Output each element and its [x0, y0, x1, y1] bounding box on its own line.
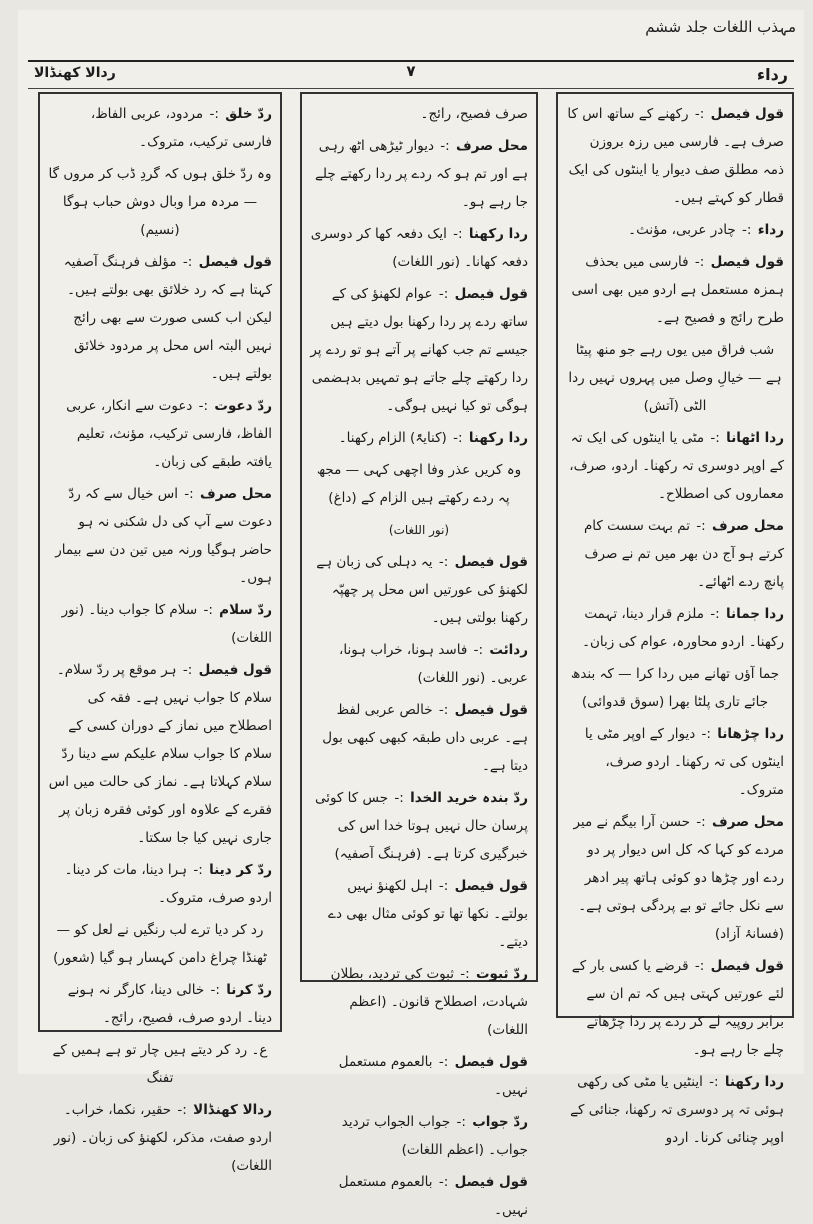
entry-headword: ردا چڑھانا: [717, 726, 784, 742]
entry-text: جواب الجواب تردید جواب۔ (اعظم اللغات): [341, 1114, 528, 1158]
page-number: ۷: [406, 62, 416, 80]
dictionary-page: [18, 10, 804, 1218]
entry-headword: قول فیصل: [454, 702, 528, 718]
dictionary-entry: ردّ دعوت :- دعوت سے انکار، عربی الفاظ، فارسی ترکیب، مؤنث، تعلیم یافتہ طبقے کی زبان۔: [66, 398, 272, 470]
dictionary-entry: ردّ جواب :- جواب الجواب تردید جواب۔ (اعظم اللغات): [341, 1114, 528, 1158]
dictionary-entry: ردّ کر دینا :- ہرا دینا، مات کر دینا۔ اردو صرف، متروک۔: [64, 862, 272, 906]
dictionary-entry: [310, 516, 528, 544]
entry-text: (کنایۃً) الزام رکھنا۔: [338, 430, 447, 446]
dictionary-entry: قول فیصل :- ہر موقع پر ردّ سلام۔ سلام کا جواب نہیں ہے۔ فقہ کی اصطلاح میں نماز کے دوران کسی کے سلام کا جواب سلام علیکم سے دینا ردّ سلام کہلاتا ہے۔ نماز کی حالت میں اس فقرے کے علاوہ اور کوئی فقرہ زبان پر جاری نہیں کیا جا سکتا۔: [48, 662, 272, 846]
entry-headword: ردّ خلق: [225, 106, 272, 122]
guide-word-last: ردالا کھنڈالا: [34, 65, 116, 81]
entry-text: دعوت سے انکار، عربی الفاظ، فارسی ترکیب، مؤنث، تعلیم یافتہ طبقے کی زبان۔: [66, 398, 272, 470]
entry-text: بالعموم مستعمل نہیں۔: [338, 1054, 528, 1098]
verse-quote: رد کر دیا ترے لب رنگیں نے لعل کو — ٹھنڈا چراغ دامن کہسار ہو گیا (شعور): [53, 922, 267, 966]
entry-text: فارسی میں بحذف ہمزہ مستعمل ہے اردو میں بھی اسی طرح رائج و فصیح ہے۔: [571, 254, 784, 326]
entry-source: (نور اللغات): [388, 523, 450, 537]
entry-headword: محل صرف: [712, 814, 784, 830]
dictionary-entry: [310, 456, 528, 512]
dictionary-entry: ردا رکھنا :- اینٹیں یا مٹی کی رکھی ہوئی تہ پر دوسری تہ رکھنا، جنائی کے اوپر چنائی کرنا۔ اردو: [570, 1074, 784, 1146]
dictionary-entry: محل صرف :- اس خیال سے کہ ردّ دعوت سے آپ کی دل شکنی نہ ہو حاضر ہوگیا ورنہ میں تین دن سے بیمار ہوں۔: [55, 486, 272, 586]
dictionary-entry: قول فیصل :- عوام لکھنؤ کی کے ساتھ ردے پر ردا رکھنا بول دیتے ہیں جیسے تم جب کھانے پر آتے ہو تو ردے پر ردا رکھتے چلے جاتے ہو تمہیں بدہضمی ہوگی تو کیا نہیں ہوگی۔: [310, 286, 528, 414]
entry-headword: قول فیصل: [454, 286, 528, 302]
entry-text: ہر موقع پر ردّ سلام۔ سلام کا جواب نہیں ہے۔ فقہ کی اصطلاح میں نماز کے دوران کسی کے سلام کا جواب سلام علیکم سے دینا ردّ سلام کہلاتا ہے۔ نماز کی حالت میں اس فقرے کے علاوہ اور کوئی فقرہ زبان پر جاری نہیں کیا جا سکتا۔: [48, 662, 272, 846]
entry-text: اینٹیں یا مٹی کی رکھی ہوئی تہ پر دوسری تہ رکھنا، جنائی کے اوپر چنائی کرنا۔ اردو: [570, 1074, 784, 1146]
dictionary-entry: ردا رکھنا :- (کنایۃً) الزام رکھنا۔: [338, 430, 528, 446]
entry-headword: محل صرف: [200, 486, 272, 502]
entry-headword: ردّ بندہ خرید الخدا: [410, 790, 528, 806]
dictionary-entry: ردّ خلق :- مردود، عربی الفاظ، فارسی ترکیب، متروک۔: [90, 106, 272, 150]
entry-text: مٹی یا اینٹوں کی ایک تہ کے اوپر دوسری تہ رکھنا۔ اردو، صرف، معماروں کی اصطلاح۔: [569, 430, 784, 502]
entry-headword: ردا رکھنا: [724, 1074, 784, 1090]
entry-headword: قول فیصل: [454, 878, 528, 894]
dictionary-entry: قول فیصل :- بالعموم مستعمل نہیں۔: [338, 1174, 528, 1218]
dictionary-entry: قول فیصل :- بالعموم مستعمل نہیں۔: [338, 1054, 528, 1098]
dictionary-entry: قول فیصل :- قرضے یا کسی بار کے لئے عورتیں کہتی ہیں کہ تم ان سے برابر روپیہ لے کر ردے پر ردا چڑھاتے چلے جا رہے ہو۔: [571, 958, 784, 1058]
entry-text: بالعموم مستعمل نہیں۔: [338, 1174, 528, 1218]
entry-text: مردود، عربی الفاظ، فارسی ترکیب، متروک۔: [90, 106, 272, 150]
entry-headword: قول فیصل: [710, 254, 784, 270]
dictionary-entry: محل صرف :- تم بہت سست کام کرتے ہو آج دن بھر میں تم نے صرف پانچ ردے اٹھائے۔: [583, 518, 784, 590]
entry-text: رکھنے کے ساتھ اس کا صرف ہے۔ فارسی میں رزہ بروزن ذمہ مطلق صف دیوار یا اینٹوں کی ایک قطار کو کہتے ہیں۔: [567, 106, 784, 206]
dictionary-entry: ردّ ثبوت :- ثبوت کی تردید، بطلان شہادت، اصطلاح قانون۔ (اعظم اللغات): [330, 966, 528, 1038]
entry-headword: ردالا کھنڈالا: [193, 1102, 272, 1118]
entry-headword: ردّ ثبوت: [475, 966, 528, 982]
entry-text: دیوار کے اوپر مٹی یا اینٹوں کی تہ رکھنا۔ اردو صرف، متروک۔: [584, 726, 784, 798]
dictionary-entry: محل صرف :- دیوار ٹیڑھی اٹھ رہی ہے اور تم ہو کہ ردے پر ردا رکھتے چلے جا رہے ہو۔: [314, 138, 528, 210]
dictionary-entry: ردا اٹھانا :- مٹی یا اینٹوں کی ایک تہ کے اوپر دوسری تہ رکھنا۔ اردو، صرف، معماروں کی اصطلاح۔: [569, 430, 784, 502]
verse-quote: وہ کریں عذر وفا اچھی کہی — مجھ پہ ردے رکھتے ہیں الزام کے (داغ): [316, 462, 522, 506]
verse-quote: ع۔ رد کر دیتے ہیں چار تو ہے ہمیں کے تفنگ: [52, 1042, 268, 1086]
entry-headword: ردا جمانا: [725, 606, 784, 622]
entry-text: ملزم قرار دینا، تہمت رکھنا۔ اردو محاورہ، عوام کی زبان۔: [582, 606, 784, 650]
entry-text: مؤلف فرہنگ آصفیہ کہتا ہے کہ رد خلائق بھی بولتے ہیں۔ لیکن اب کسی صورت سے بھی رائج نہیں البتہ اس محل پر مردود خلائق بولتے ہیں۔: [63, 254, 272, 382]
entry-headword: قول فیصل: [454, 554, 528, 570]
entry-text: تم بہت سست کام کرتے ہو آج دن بھر میں تم نے صرف پانچ ردے اٹھائے۔: [583, 518, 784, 590]
entry-text: یہ دہلی کی زبان ہے لکھنؤ کی عورتیں اس محل پر چھپّہ رکھنا بولتی ہیں۔: [316, 554, 528, 626]
entry-text: عوام لکھنؤ کی کے ساتھ ردے پر ردا رکھنا بول دیتے ہیں جیسے تم جب کھانے پر آتے ہو تو ردے پر ردا رکھتے چلے جاتے ہو تمہیں بدہضمی ہوگی تو کیا نہیں ہوگی۔: [310, 286, 528, 414]
dictionary-entry: ردائت :- فاسد ہونا، خراب ہونا، عربی۔ (نور اللغات): [338, 642, 528, 686]
entry-text: ثبوت کی تردید، بطلان شہادت، اصطلاح قانون۔ (اعظم اللغات): [330, 966, 528, 1038]
entry-text: فاسد ہونا، خراب ہونا، عربی۔ (نور اللغات): [338, 642, 528, 686]
entry-headword: قول فیصل: [198, 662, 272, 678]
column-left: [38, 92, 282, 1174]
entry-headword: ردا اٹھانا: [726, 430, 784, 446]
entry-text: سلام کا جواب دینا۔ (نور اللغات): [61, 602, 272, 646]
dictionary-entry: ردّ سلام :- سلام کا جواب دینا۔ (نور اللغات): [61, 602, 272, 646]
entry-headword: قول فیصل: [710, 958, 784, 974]
dictionary-entry: [310, 100, 528, 128]
book-title: مہذب اللغات جلد ششم: [645, 18, 796, 36]
entry-headword: ردّ جواب: [472, 1114, 528, 1130]
dictionary-entry: قول فیصل :- خالص عربی لفظ ہے۔ عربی داں طبقہ کبھی کبھی بول دیتا ہے۔: [322, 702, 528, 774]
dictionary-entry: قول فیصل :- رکھنے کے ساتھ اس کا صرف ہے۔ فارسی میں رزہ بروزن ذمہ مطلق صف دیوار یا اینٹوں کی ایک قطار کو کہتے ہیں۔: [567, 106, 784, 206]
entry-text: دیوار ٹیڑھی اٹھ رہی ہے اور تم ہو کہ ردے پر ردا رکھتے چلے جا رہے ہو۔: [314, 138, 528, 210]
dictionary-entry: ردا جمانا :- ملزم قرار دینا، تہمت رکھنا۔ اردو محاورہ، عوام کی زبان۔: [582, 606, 784, 650]
dictionary-entry: [48, 916, 272, 972]
entry-text: حقیر، نکما، خراب۔ اردو صفت، مذکر، لکھنؤ کی زبان۔ (نور اللغات): [53, 1102, 272, 1174]
entry-headword: ردّ کرنا: [226, 982, 272, 998]
dictionary-entry: قول فیصل :- یہ دہلی کی زبان ہے لکھنؤ کی عورتیں اس محل پر چھپّہ رکھنا بولتی ہیں۔: [316, 554, 528, 626]
dictionary-entry: [566, 336, 784, 420]
entry-text: قرضے یا کسی بار کے لئے عورتیں کہتی ہیں کہ تم ان سے برابر روپیہ لے کر ردے پر ردا چڑھاتے چلے جا رہے ہو۔: [571, 958, 784, 1058]
entry-headword: قول فیصل: [454, 1054, 528, 1070]
page-header: [18, 10, 804, 60]
verse-quote: جما آؤں تھانے میں ردا کرا — کہ بندھ جائے تاری پلٹا بھرا (سوق قدوائی): [570, 666, 780, 710]
dictionary-entry: قول فیصل :- اہل لکھنؤ نہیں بولتے۔ نکھا تھا تو کوئی مثال بھی دے دیتے۔: [328, 878, 528, 950]
entry-headword: محل صرف: [456, 138, 528, 154]
entry-text: حسن آرا بیگم نے میر مردے کو کہا کہ کل اس دیوار پر دو ردے اور چڑھا دو کوئی ہاتھ پیر ادھر سے نکل جائے تو بے پردگی ہوتی ہے۔ (فسانۂ آزاد): [573, 814, 784, 942]
entry-text: ہرا دینا، مات کر دینا۔ اردو صرف، متروک۔: [64, 862, 272, 906]
verse-quote: وہ ردّ خلق ہوں کہ گردِ ڈب کر مروں گا — مردہ مرا وبال دوش حباب ہوگا (نسیم): [48, 166, 272, 238]
dictionary-entry: قول فیصل :- فارسی میں بحذف ہمزہ مستعمل ہے اردو میں بھی اسی طرح رائج و فصیح ہے۔: [571, 254, 784, 326]
entry-headword: ردّ کر دینا: [209, 862, 272, 878]
entry-text: خالص عربی لفظ ہے۔ عربی داں طبقہ کبھی کبھی بول دیتا ہے۔: [322, 702, 528, 774]
entry-headword: قول فیصل: [454, 1174, 528, 1190]
entry-headword: ردا رکھنا: [468, 226, 528, 242]
dictionary-entry: محل صرف :- حسن آرا بیگم نے میر مردے کو کہا کہ کل اس دیوار پر دو ردے اور چڑھا دو کوئی ہاتھ پیر ادھر سے نکل جائے تو بے پردگی ہوتی ہے۔ (فسانۂ آزاد): [573, 814, 784, 942]
guide-word-first: رداء: [756, 65, 788, 84]
entry-text: اس خیال سے کہ ردّ دعوت سے آپ کی دل شکنی نہ ہو حاضر ہوگیا ورنہ میں تین دن سے بیمار ہوں۔: [55, 486, 272, 586]
entry-headword: قول فیصل: [710, 106, 784, 122]
entry-text: جس کا کوئی پرسان حال نہیں ہوتا خدا اس کی خبرگیری کرتا ہے۔ (فرہنگ آصفیہ): [314, 790, 528, 862]
entry-text: چادر عربی، مؤنث۔: [628, 222, 736, 238]
entry-headword: ردّ دعوت: [214, 398, 272, 414]
dictionary-entry: ردّ بندہ خرید الخدا :- جس کا کوئی پرسان حال نہیں ہوتا خدا اس کی خبرگیری کرتا ہے۔ (فرہنگ آصفیہ): [314, 790, 528, 862]
dictionary-entry: [566, 660, 784, 716]
dictionary-entry: [48, 1036, 272, 1092]
column-middle: [300, 92, 538, 1218]
verse-quote: شب فراق میں یوں رہے جو منھ پیٹا ہے — خیالِ وصل میں پہروں نہیں ردا الٹی (آتش): [568, 342, 782, 414]
dictionary-entry: ردّ کرنا :- خالی دینا، کارگر نہ ہونے دینا۔ اردو صرف، فصیح، رائج۔: [67, 982, 272, 1026]
dictionary-entry: رداء :- چادر عربی، مؤنث۔: [628, 222, 784, 238]
dictionary-entry: [48, 160, 272, 244]
dictionary-entry: ردا چڑھانا :- دیوار کے اوپر مٹی یا اینٹوں کی تہ رکھنا۔ اردو صرف، متروک۔: [584, 726, 784, 798]
column-right: [556, 92, 794, 1146]
entry-headword: ردّ سلام: [219, 602, 272, 618]
entry-headword: ردا رکھنا: [468, 430, 528, 446]
entry-headword: قول فیصل: [198, 254, 272, 270]
entry-text: ایک دفعہ کھا کر دوسری دفعہ کھانا۔ (نور اللغات): [310, 226, 528, 270]
dictionary-entry: ردا رکھنا :- ایک دفعہ کھا کر دوسری دفعہ کھانا۔ (نور اللغات): [310, 226, 528, 270]
entry-text: خالی دینا، کارگر نہ ہونے دینا۔ اردو صرف، فصیح، رائج۔: [67, 982, 272, 1026]
dictionary-entry: قول فیصل :- مؤلف فرہنگ آصفیہ کہتا ہے کہ رد خلائق بھی بولتے ہیں۔ لیکن اب کسی صورت سے بھی رائج نہیں البتہ اس محل پر مردود خلائق بولتے ہیں۔: [63, 254, 272, 382]
entry-text: صرف فصیح، رائج۔: [420, 106, 528, 122]
entry-headword: رداء: [757, 222, 784, 238]
dictionary-entry: ردالا کھنڈالا :- حقیر، نکما، خراب۔ اردو صفت، مذکر، لکھنؤ کی زبان۔ (نور اللغات): [53, 1102, 272, 1174]
entry-headword: ردائت: [489, 642, 528, 658]
entry-text: اہل لکھنؤ نہیں بولتے۔ نکھا تھا تو کوئی مثال بھی دے دیتے۔: [328, 878, 528, 950]
entry-headword: محل صرف: [712, 518, 784, 534]
